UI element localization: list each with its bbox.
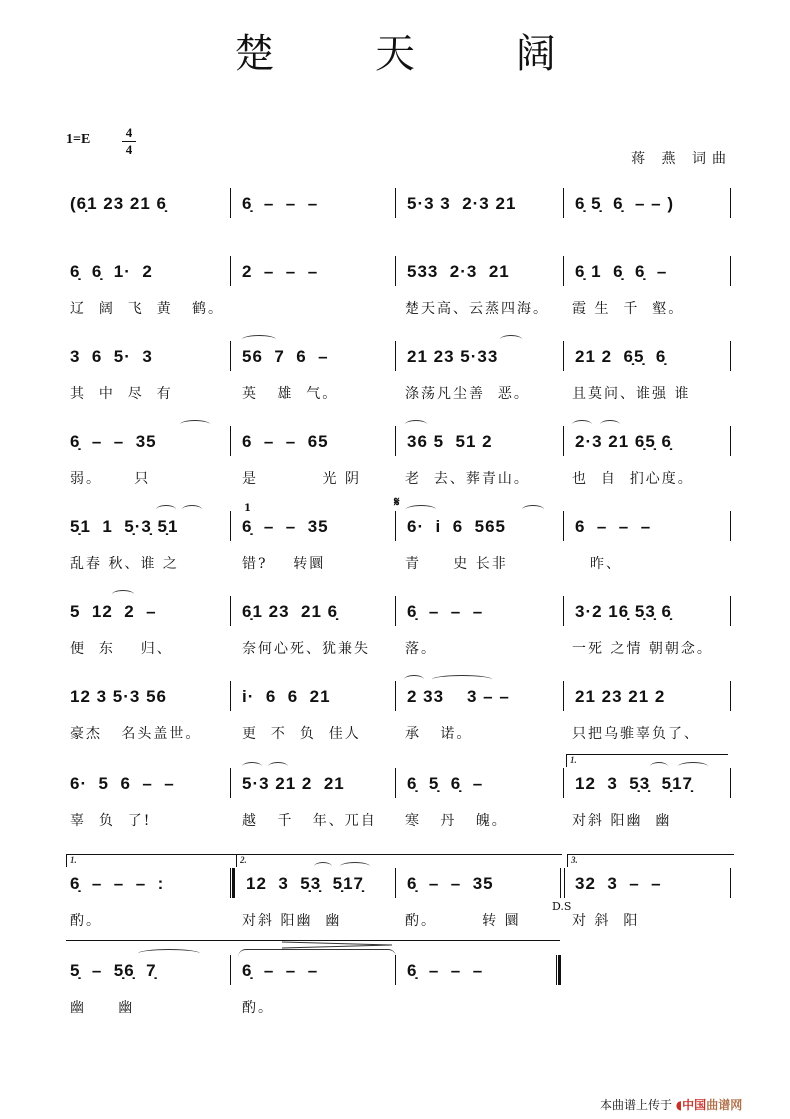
measure xyxy=(236,868,392,898)
measure-notes: 6̣ – – 35 xyxy=(70,432,157,451)
measure-notes: 6̣ – – – xyxy=(407,961,484,980)
measure-notes: 56 7 6 – xyxy=(242,347,329,366)
lyric-segment: 楚天高、云蒸四海。 xyxy=(405,301,549,317)
measure-notes: 6̣ – – – xyxy=(242,194,319,213)
notes-line xyxy=(60,426,740,456)
measure-notes: 3·2 16̣ 5̣3̣ 6̣ xyxy=(575,602,673,621)
lyric-segment: 是 光 阴 xyxy=(242,471,361,487)
measure xyxy=(60,768,230,798)
time-signature xyxy=(122,126,136,157)
barline xyxy=(730,868,731,898)
score-row-6 xyxy=(60,596,740,666)
site-logo-icon: ◖ xyxy=(675,1098,683,1112)
measure-notes: 32 3 – – xyxy=(575,874,662,893)
barline xyxy=(563,768,564,798)
measure xyxy=(60,426,230,456)
measure xyxy=(232,955,392,985)
measure xyxy=(60,511,230,541)
measure-notes: 6̣ – – 35 xyxy=(242,517,329,536)
barline xyxy=(730,188,731,218)
song-title: 楚 天 阔 xyxy=(234,31,600,77)
lyric-segment: 且莫问、谁强 谁 xyxy=(572,386,691,402)
author-credit: 蒋 燕 词曲 xyxy=(631,151,732,167)
measure xyxy=(565,768,730,798)
measure-notes: 5 12 2 – xyxy=(70,602,157,621)
score-row-2 xyxy=(60,256,740,326)
measure xyxy=(232,681,392,711)
lyric-segment: 只把乌骓辜负了、 xyxy=(572,726,700,742)
lyric-segment: 弱。 只 xyxy=(70,471,151,487)
lyrics-line xyxy=(60,638,740,658)
measure-notes: 21 2 6̣5̣ 6̣ xyxy=(575,347,667,366)
barline xyxy=(230,511,231,541)
upload-text: 本曲谱上传于 xyxy=(600,1098,673,1112)
lyric-segment: 辜 负 了! xyxy=(70,813,152,829)
lyric-segment: 寒 丹 魄。 xyxy=(405,813,508,829)
lyrics-line xyxy=(60,468,740,488)
barline xyxy=(563,426,564,456)
measure xyxy=(565,341,730,371)
measure-notes: 6̣ – – – xyxy=(242,961,319,980)
measure xyxy=(60,188,230,218)
notes-line xyxy=(60,955,740,985)
barline xyxy=(730,341,731,371)
lyric-segment: 对斜 阳幽 幽 xyxy=(242,913,342,929)
measure-notes: 12 3 5̣3̣ 5̣17̣ xyxy=(575,774,693,793)
measure-notes: 6̣ – – – : xyxy=(70,874,165,893)
lyric-segment: 英 雄 气。 xyxy=(242,386,339,402)
lyric-segment: 奈何心死、犹兼失 xyxy=(242,641,370,657)
barline xyxy=(230,426,231,456)
barline xyxy=(395,868,396,898)
measure xyxy=(232,188,392,218)
volta-bracket-3: 3. xyxy=(567,854,734,867)
site-logo-text-a[interactable]: 中国 xyxy=(682,1098,707,1112)
barline xyxy=(563,256,564,286)
notes-line xyxy=(60,855,740,898)
barline xyxy=(230,768,231,798)
breath-mark: 1 xyxy=(244,503,251,514)
measure-notes: 6̣ 1 6̣ 6̣ – xyxy=(575,262,668,281)
measure xyxy=(232,256,392,286)
notes-line xyxy=(60,495,740,541)
barline xyxy=(730,681,731,711)
measure-notes: 6̣ 5̣ 6̣ – – ) xyxy=(575,194,674,213)
segno-icon: 𝄋 xyxy=(394,495,400,510)
lyrics-line xyxy=(60,810,740,830)
measure-notes: 5̣1 1 5̣·3̣ 5̣1 xyxy=(70,517,179,536)
final-barline xyxy=(556,955,561,985)
barline xyxy=(730,768,731,798)
measure-notes: 6· 5 6 – – xyxy=(70,774,175,793)
measure-notes: (6̣1 23 21 6̣ xyxy=(70,194,168,213)
barline xyxy=(563,511,564,541)
barline xyxy=(730,256,731,286)
lyric-segment: 落。 xyxy=(405,641,437,657)
lyric-segment: 承 诺。 xyxy=(405,726,473,742)
measure-notes: 3 6 5· 3 xyxy=(70,347,153,366)
measure xyxy=(565,681,730,711)
measure-notes: 36 5 51 2 xyxy=(407,432,493,451)
lyrics-line xyxy=(60,910,740,930)
measure-notes: 12 3 5·3 56 xyxy=(70,687,168,706)
measure-notes: 2 – – – xyxy=(242,262,319,281)
measure-notes: 6̣ 5̣ 6̣ – xyxy=(407,774,484,793)
barline xyxy=(230,955,231,985)
lyric-segment: 酌。 xyxy=(70,913,102,929)
key-signature: 1=E xyxy=(66,132,91,147)
lyric-segment: 错? 转圜 xyxy=(242,556,326,572)
measure xyxy=(60,256,230,286)
lyric-segment: 乱春 秋、谁 之 xyxy=(70,556,179,572)
notes-line xyxy=(60,256,740,286)
barline xyxy=(230,256,231,286)
lyric-segment: 也 自 扪心度。 xyxy=(572,471,694,487)
lyric-segment: 酌。 xyxy=(242,1000,274,1016)
barline xyxy=(230,341,231,371)
notes-line xyxy=(60,341,740,371)
decrescendo-hairpin-icon xyxy=(282,941,392,949)
measure-notes: 12 3 5̣3̣ 5̣17̣ xyxy=(246,874,364,893)
measure xyxy=(232,596,392,626)
lyrics-line xyxy=(60,298,740,318)
measure xyxy=(60,868,230,898)
lyrics-line xyxy=(60,723,740,743)
lyric-segment: 青 史 长非 xyxy=(405,556,508,572)
measure xyxy=(397,681,562,711)
score-row-3 xyxy=(60,341,740,411)
time-signature-bottom: 4 xyxy=(125,142,133,157)
repeat-end-barline xyxy=(230,868,235,898)
notes-line xyxy=(60,188,740,218)
score-row-7 xyxy=(60,681,740,751)
measure-notes: 6̣ 6̣ 1· 2 xyxy=(70,262,153,281)
notes-line xyxy=(60,755,740,798)
measure-notes: 6· i 6 565 xyxy=(407,517,506,536)
measure-notes: 6̣ – – 35 xyxy=(407,874,494,893)
lyric-segment: 幽 幽 xyxy=(70,1000,135,1016)
barline xyxy=(395,768,396,798)
lyric-segment: 越 千 年、兀自 xyxy=(242,813,377,829)
measure xyxy=(232,511,392,541)
measure xyxy=(60,681,230,711)
barline xyxy=(395,188,396,218)
measure-notes: 2·3 21 6̣5̣ 6̣ xyxy=(575,432,673,451)
barline xyxy=(395,596,396,626)
score-row-9 xyxy=(60,855,740,938)
lyric-segment: 对斜 阳幽 幽 xyxy=(572,813,672,829)
measure-notes: 2 33 3 – – xyxy=(407,687,510,706)
lyric-segment: 更 不 负 佳人 xyxy=(242,726,361,742)
barline xyxy=(730,426,731,456)
measure xyxy=(60,341,230,371)
measure-notes: i· 6 6 21 xyxy=(242,687,331,706)
lyrics-line xyxy=(60,553,740,573)
measure-notes: 21 23 5·33 xyxy=(407,347,499,366)
measure xyxy=(60,955,230,985)
measure-notes: 5·3 21 2 21 xyxy=(242,774,345,793)
footer-credit xyxy=(600,1096,742,1113)
measure xyxy=(565,511,730,541)
barline xyxy=(395,341,396,371)
measure-notes: 6̣ – – – xyxy=(407,602,484,621)
measure xyxy=(60,596,230,626)
barline xyxy=(395,511,396,541)
measure-notes: 6̣1 23 21 6̣ xyxy=(242,602,339,621)
barline xyxy=(563,188,564,218)
measure xyxy=(397,768,562,798)
barline xyxy=(230,681,231,711)
barline xyxy=(563,341,564,371)
measure-notes: 21 23 21 2 xyxy=(575,687,666,706)
barline xyxy=(563,681,564,711)
time-signature-top: 4 xyxy=(125,125,133,140)
measure xyxy=(232,426,392,456)
lyrics-line xyxy=(60,997,740,1017)
barline xyxy=(395,955,396,985)
barline xyxy=(230,596,231,626)
measure-notes: 5·3 3 2·3 21 xyxy=(407,194,517,213)
measure xyxy=(397,426,562,456)
lyric-segment: 辽 阔 飞 黄 鹤。 xyxy=(70,301,225,317)
measure xyxy=(565,596,730,626)
lyric-segment: 豪杰 名头盖世。 xyxy=(70,726,202,742)
volta-bracket-1: 1. xyxy=(566,754,728,767)
measure xyxy=(397,256,562,286)
measure xyxy=(232,768,392,798)
measure xyxy=(565,426,730,456)
lyric-segment: 一死 之情 朝朝念。 xyxy=(572,641,713,657)
measure xyxy=(565,256,730,286)
measure-notes: 6 – – 65 xyxy=(242,432,329,451)
barline xyxy=(730,596,731,626)
measure xyxy=(397,511,562,541)
measure xyxy=(232,341,392,371)
barline xyxy=(395,426,396,456)
notes-line xyxy=(60,681,740,711)
score-row-4 xyxy=(60,426,740,496)
measure-notes: 533 2·3 21 xyxy=(407,262,510,281)
lyrics-line xyxy=(60,383,740,403)
lyric-segment: 其 中 尽 有 xyxy=(70,386,173,402)
dal-segno-mark: D.S xyxy=(552,900,572,913)
lyric-segment: 霞 生 千 壑。 xyxy=(572,301,685,317)
measure-notes: 5̣ – 5̣6̣ 7̣ xyxy=(70,961,157,980)
score-row-8 xyxy=(60,755,740,838)
measure xyxy=(565,868,730,898)
notes-line xyxy=(60,596,740,626)
barline xyxy=(395,681,396,711)
score-row-5 xyxy=(60,495,740,581)
measure xyxy=(397,868,562,898)
volta-bracket-2: 2. xyxy=(236,854,562,867)
score-row-10 xyxy=(60,955,740,1025)
lyric-segment: 昨、 xyxy=(590,556,622,572)
barline xyxy=(730,511,731,541)
barline xyxy=(230,188,231,218)
site-logo-text-b[interactable]: 曲谱网 xyxy=(706,1098,743,1112)
lyric-segment: 老 去、葬青山。 xyxy=(405,471,530,487)
measure-notes: 6 – – – xyxy=(575,517,652,536)
lyric-segment: 对 斜 阳 xyxy=(572,913,640,929)
lyric-segment: 酌。 转 圜 xyxy=(405,913,521,929)
measure xyxy=(565,188,730,218)
lyric-segment: 便 东 归、 xyxy=(70,641,173,657)
score-row-1 xyxy=(60,188,740,258)
measure xyxy=(397,188,562,218)
barline xyxy=(395,256,396,286)
measure xyxy=(397,341,562,371)
barline xyxy=(563,596,564,626)
volta-bracket-1: 1. xyxy=(66,854,238,867)
lyric-segment: 涤荡凡尘善 恶。 xyxy=(405,386,530,402)
measure xyxy=(397,955,557,985)
measure xyxy=(397,596,562,626)
